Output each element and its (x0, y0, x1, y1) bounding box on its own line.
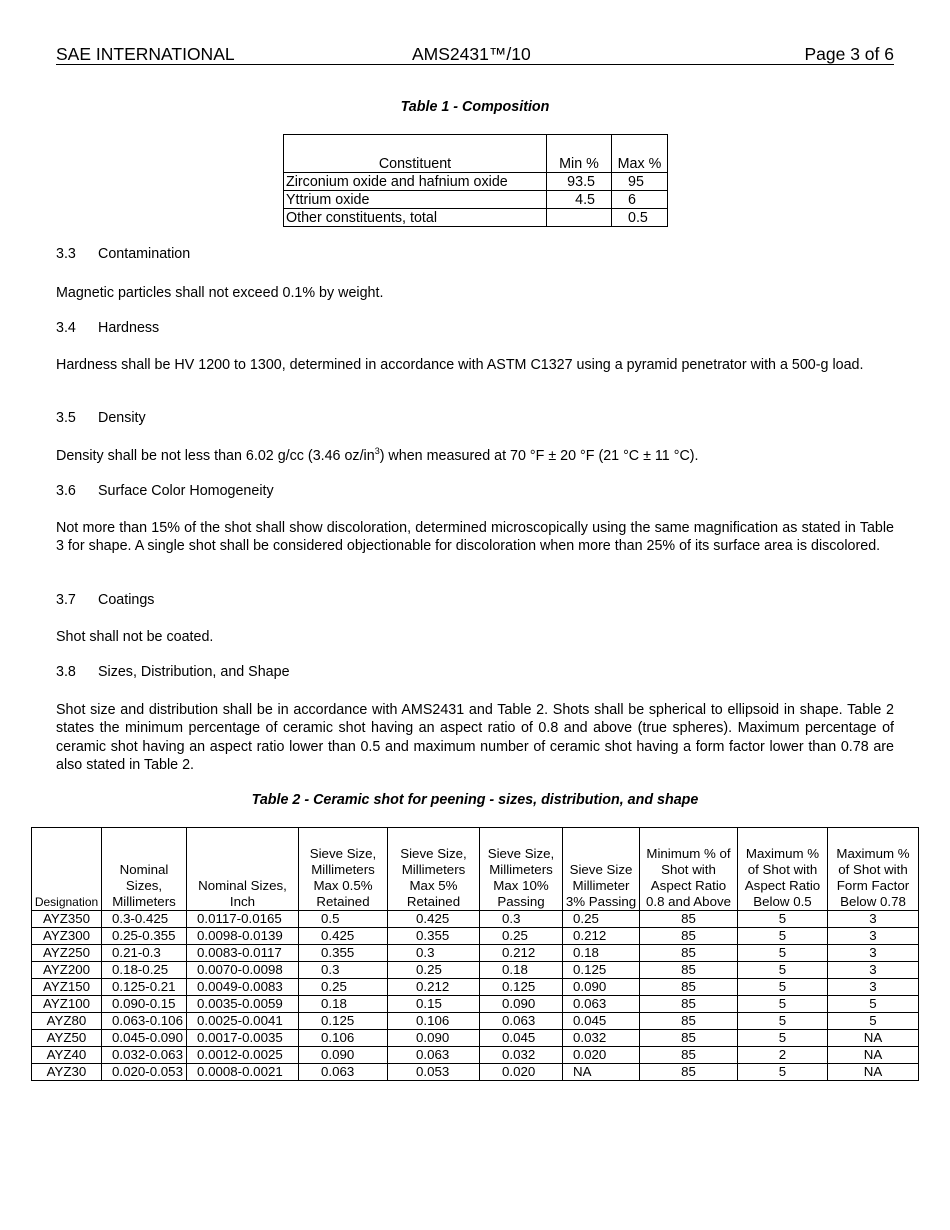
table-cell: 0.18-0.25 (102, 962, 187, 979)
ceramic-shot-table (31, 827, 919, 1081)
col-header: Max % (612, 135, 668, 173)
table-cell: 5 (828, 996, 919, 1013)
section-heading (56, 246, 190, 262)
table-cell: 0.0017-0.0035 (187, 1030, 299, 1047)
table-cell: 0.25 (388, 962, 480, 979)
table-cell: 0.063 (299, 1064, 388, 1081)
table-cell: 0.0070-0.0098 (187, 962, 299, 979)
table-cell: 85 (640, 911, 738, 928)
table-cell: 0.25 (299, 979, 388, 996)
composition-table (283, 134, 668, 227)
col-header: Sieve Size, Millimeters Max 10% Passing (480, 828, 563, 911)
table-cell: 0.045 (563, 1013, 640, 1030)
table1-title: Table 1 - Composition (400, 99, 550, 115)
col-header: Maximum % of Shot with Aspect Ratio Below 0.5 (738, 828, 828, 911)
table-cell: 0.045 (480, 1030, 563, 1047)
table-cell: 5 (738, 945, 828, 962)
section-title: Hardness (98, 320, 160, 336)
table-cell: AYZ150 (32, 979, 102, 996)
table-cell: AYZ80 (32, 1013, 102, 1030)
table-cell: AYZ30 (32, 1064, 102, 1081)
section-title: Surface Color Homogeneity (98, 483, 274, 499)
table-cell: 0.0012-0.0025 (187, 1047, 299, 1064)
table-cell: 0.3-0.425 (102, 911, 187, 928)
table-cell: 3 (828, 979, 919, 996)
col-header: Sieve Size Millimeter 3% Passing (563, 828, 640, 911)
table-cell: 0.063-0.106 (102, 1013, 187, 1030)
section-title: Density (98, 410, 146, 426)
table-cell: AYZ50 (32, 1030, 102, 1047)
section-title: Coatings (98, 592, 155, 608)
table-cell: NA (828, 1064, 919, 1081)
table-cell: 0.020 (563, 1047, 640, 1064)
table-cell: 0.125 (299, 1013, 388, 1030)
table-cell: 0.25 (563, 911, 640, 928)
col-header: Nominal Sizes, Millimeters (102, 828, 187, 911)
table-cell: AYZ350 (32, 911, 102, 928)
table-cell: 0.25 (480, 928, 563, 945)
table-cell: 0.18 (480, 962, 563, 979)
table-cell: 0.020 (480, 1064, 563, 1081)
table-cell: 85 (640, 928, 738, 945)
table-row (284, 173, 668, 191)
table-cell: 0.125 (480, 979, 563, 996)
table-cell: AYZ40 (32, 1047, 102, 1064)
section-paragraph: Shot shall not be coated. (56, 629, 214, 645)
table-cell: 0.3 (388, 945, 480, 962)
table-cell: 85 (640, 996, 738, 1013)
table-row (32, 962, 919, 979)
table-cell: 0.0083-0.0117 (187, 945, 299, 962)
section-paragraph: Not more than 15% of the shot shall show discoloration, determined microscopically using the same magnification as stated in Table 3 for shape. A single shot shall be considered objectionable for discoloration when more than 25% of its surface area is discolored. (56, 520, 894, 555)
table-cell: 5 (738, 1013, 828, 1030)
table-cell: 85 (640, 1064, 738, 1081)
table-cell: 0.25-0.355 (102, 928, 187, 945)
table-cell: 0.0117-0.0165 (187, 911, 299, 928)
table-cell: NA (828, 1047, 919, 1064)
table-cell: 3 (828, 962, 919, 979)
table-cell: Yttrium oxide (284, 191, 547, 209)
table-row (32, 945, 919, 962)
section-number: 3.8 (56, 664, 76, 680)
table-cell: 5 (738, 996, 828, 1013)
section-paragraph: Hardness shall be HV 1200 to 1300, determined in accordance with ASTM C1327 using a pyramid penetrator with a 500-g load. (56, 357, 864, 373)
table-cell: 0.125 (563, 962, 640, 979)
table-cell: Other constituents, total (284, 209, 547, 227)
table-cell: 0.212 (563, 928, 640, 945)
table-cell: 0.0008-0.0021 (187, 1064, 299, 1081)
table-row (32, 928, 919, 945)
section-number: 3.7 (56, 592, 76, 608)
section-heading (56, 592, 154, 608)
table-cell: 0.053 (388, 1064, 480, 1081)
section-number: 3.3 (56, 246, 76, 262)
table-cell: 85 (640, 1013, 738, 1030)
table-cell: 85 (640, 945, 738, 962)
section-heading (56, 320, 159, 336)
table-cell: 0.090 (563, 979, 640, 996)
table-cell: 0.355 (388, 928, 480, 945)
table-cell: 0.090-0.15 (102, 996, 187, 1013)
table-cell: 85 (640, 962, 738, 979)
table-cell: 5 (738, 962, 828, 979)
table-cell (547, 209, 612, 227)
table-cell: 85 (640, 1047, 738, 1064)
table-cell: 93.5 (547, 173, 612, 191)
table-cell: 0.106 (388, 1013, 480, 1030)
col-header: Minimum % of Shot with Aspect Ratio 0.8 and Above (640, 828, 738, 911)
table-cell: 0.15 (388, 996, 480, 1013)
table-cell: 5 (738, 928, 828, 945)
table-cell: 5 (738, 1064, 828, 1081)
table-cell: NA (563, 1064, 640, 1081)
table-cell: NA (828, 1030, 919, 1047)
table-cell: 0.090 (299, 1047, 388, 1064)
table-cell: 0.032 (480, 1047, 563, 1064)
table-cell: 0.020-0.053 (102, 1064, 187, 1081)
table-cell: 0.21-0.3 (102, 945, 187, 962)
table2-title: Table 2 - Ceramic shot for peening - sizes, distribution, and shape (251, 792, 699, 808)
table-cell: 5 (738, 911, 828, 928)
table-row (32, 1047, 919, 1064)
table-cell: 0.18 (563, 945, 640, 962)
table-cell: AYZ200 (32, 962, 102, 979)
table-cell: 0.3 (299, 962, 388, 979)
table-cell: 5 (828, 1013, 919, 1030)
table-cell: 0.0035-0.0059 (187, 996, 299, 1013)
header-doc-number: AMS2431™/10 (412, 44, 531, 64)
table-cell: 6 (612, 191, 668, 209)
col-header: Maximum % of Shot with Form Factor Below 0.78 (828, 828, 919, 911)
superscript: 3 (374, 446, 380, 457)
table-cell: 0.425 (388, 911, 480, 928)
table-cell: 0.032-0.063 (102, 1047, 187, 1064)
table-cell: 0.3 (480, 911, 563, 928)
page-header (56, 44, 894, 65)
table-cell: 0.0049-0.0083 (187, 979, 299, 996)
section-paragraph (56, 447, 894, 465)
table-cell: 0.425 (299, 928, 388, 945)
table-row (32, 1013, 919, 1030)
col-header: Min % (547, 135, 612, 173)
table-cell: 0.106 (299, 1030, 388, 1047)
table-row (32, 996, 919, 1013)
table-cell: 0.063 (388, 1047, 480, 1064)
section-number: 3.6 (56, 483, 76, 499)
paragraph-text: Density shall be not less than 6.02 g/cc (3.46 oz/in (56, 448, 375, 464)
table-cell: 0.18 (299, 996, 388, 1013)
table-cell: 0.0025-0.0041 (187, 1013, 299, 1030)
table-cell: 0.355 (299, 945, 388, 962)
section-heading (56, 664, 290, 680)
section-paragraph: Shot size and distribution shall be in accordance with AMS2431 and Table 2. Shots shall be spherical to ellipsoid in shape. Table 2 states the minimum percentage of ceramic shot having an aspect ratio of 0.8 and above (true spheres). Maximum percentage of ceramic shot having an aspect ratio lower than 0.5 and maximum number of ceramic shot having a form factor lower than 0.78 are also stated in Table 2. (56, 702, 894, 773)
table-cell: 0.090 (388, 1030, 480, 1047)
table-cell: 2 (738, 1047, 828, 1064)
table-row (284, 191, 668, 209)
table-cell: 5 (738, 979, 828, 996)
header-page-number: Page 3 of 6 (804, 44, 894, 64)
table-cell: AYZ100 (32, 996, 102, 1013)
section-number: 3.5 (56, 410, 76, 426)
table-cell: 0.063 (563, 996, 640, 1013)
col-header: Constituent (284, 135, 547, 173)
table-row (32, 979, 919, 996)
section-number: 3.4 (56, 320, 76, 336)
section-paragraph: Magnetic particles shall not exceed 0.1% by weight. (56, 285, 384, 301)
table-cell: 0.5 (299, 911, 388, 928)
paragraph-text: ) when measured at 70 °F ± 20 °F (21 °C ± 11 °C). (379, 448, 699, 464)
section-heading (56, 483, 274, 499)
table-cell: AYZ250 (32, 945, 102, 962)
table-cell: 0.125-0.21 (102, 979, 187, 996)
table-cell: 0.090 (480, 996, 563, 1013)
table-cell: 0.212 (388, 979, 480, 996)
table-cell: 3 (828, 945, 919, 962)
table-row (32, 1030, 919, 1047)
table-cell: AYZ300 (32, 928, 102, 945)
table-row (284, 209, 668, 227)
col-header: Sieve Size, Millimeters Max 5% Retained (388, 828, 480, 911)
table-cell: 0.5 (612, 209, 668, 227)
table-cell: 0.032 (563, 1030, 640, 1047)
table-cell: 85 (640, 1030, 738, 1047)
table-cell: 0.0098-0.0139 (187, 928, 299, 945)
table-cell: 0.045-0.090 (102, 1030, 187, 1047)
table-row (32, 911, 919, 928)
section-heading (56, 410, 146, 426)
section-title: Contamination (98, 246, 191, 262)
col-header: Nominal Sizes, Inch (187, 828, 299, 911)
table-cell: 3 (828, 911, 919, 928)
table-cell: 4.5 (547, 191, 612, 209)
table-cell: 0.063 (480, 1013, 563, 1030)
col-header: Sieve Size, Millimeters Max 0.5% Retained (299, 828, 388, 911)
table-cell: 85 (640, 979, 738, 996)
table-cell: 95 (612, 173, 668, 191)
section-title: Sizes, Distribution, and Shape (98, 664, 290, 680)
header-org: SAE INTERNATIONAL (56, 44, 235, 64)
table-row (32, 1064, 919, 1081)
table-cell: 0.212 (480, 945, 563, 962)
table-cell: Zirconium oxide and hafnium oxide (284, 173, 547, 191)
col-header: Designation (32, 828, 102, 911)
table-cell: 3 (828, 928, 919, 945)
table-cell: 5 (738, 1030, 828, 1047)
